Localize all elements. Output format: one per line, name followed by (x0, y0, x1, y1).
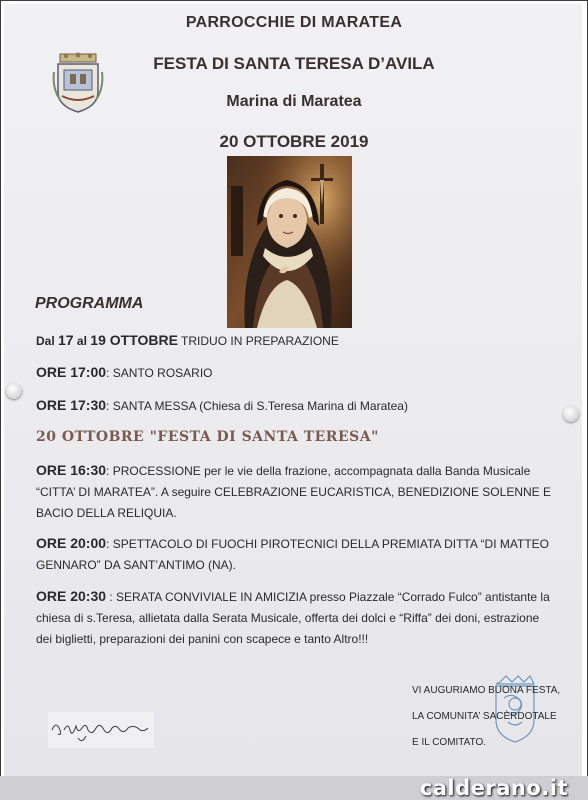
parish-title: PARROCCHIE DI MARATEA (185, 14, 403, 31)
watermark: calderano.it (419, 776, 568, 800)
messa-time: ORE 17:30 (36, 397, 107, 413)
rosario-text: : SANTO ROSARIO (106, 366, 213, 380)
event-processione (36, 460, 556, 524)
feast-title: FESTA DI SANTA TERESA D’AVILA (153, 54, 435, 73)
date-title: 20 OTTOBRE 2019 (219, 132, 369, 151)
rosario-line (36, 364, 213, 380)
rosario-time: ORE 17:00 (36, 364, 107, 380)
pushpin-icon (563, 406, 579, 422)
triduo-mid: al (73, 334, 91, 348)
location-title: Marina di Maratea (226, 93, 362, 110)
triduo-line (36, 332, 339, 348)
handwritten-signature (48, 712, 154, 748)
triduo-text: TRIDUO IN PREPARAZIONE (177, 334, 339, 348)
event-fuochi-time: ORE 20:00 (36, 535, 107, 551)
triduo-day-end: 19 (90, 332, 106, 348)
messa-text: : SANTA MESSA (Chiesa di S.Teresa Marina di Maratea) (106, 399, 408, 413)
pushpin-icon (6, 383, 22, 399)
closing-line-1: VI AUGURIAMO BUONA FESTA, (412, 685, 561, 696)
messa-line (36, 397, 408, 413)
triduo-prefix: Dal (36, 334, 59, 348)
closing-line-3: E IL COMITATO. (412, 737, 487, 748)
closing-line-2: LA COMUNITA’ SACERDOTALE (412, 711, 557, 722)
programma-heading: PROGRAMMA (35, 295, 144, 312)
triduo-day-start: 17 (58, 332, 74, 348)
event-fuochi (36, 533, 556, 576)
event-serata (36, 586, 556, 650)
event-fuochi-text: : SPETTACOLO DI FUOCHI PIROTECNICI DELLA PREMIATA DITTA “DI MATTEO GENNARO” DA SANT’ANTIMO (NA). (36, 537, 549, 572)
triduo-month: OTTOBRE (105, 332, 178, 348)
maratea-crest-icon (52, 52, 104, 114)
event-processione-text: : PROCESSIONE per le vie della frazione, accompagnata dalla Banda Musicale “CITTA’ DI MARATEA”. A seguire CELEBRAZIONE EUCARISTICA, BENEDIZIONE SOLENNE E BACIO DELLA RELIQUIA. (36, 464, 551, 520)
saint-teresa-portrait (227, 156, 352, 328)
poster-paper (4, 4, 582, 776)
event-serata-text: : SERATA CONVIVIALE IN AMICIZIA presso Piazzale “Corrado Fulco” antistante la chiesa di s.Teresa, allietata dalla Serata Musicale, offerta dei dolci e “Riffa” dei doni, estrazione dei biglietti, preparazioni dei panini con scapece e tanto Altro!!! (36, 590, 550, 646)
festa-heading: 20 OTTOBRE "FESTA DI SANTA TERESA" (36, 429, 379, 445)
event-processione-time: ORE 16:30 (36, 462, 107, 478)
event-serata-time: ORE 20:30 (36, 588, 107, 604)
